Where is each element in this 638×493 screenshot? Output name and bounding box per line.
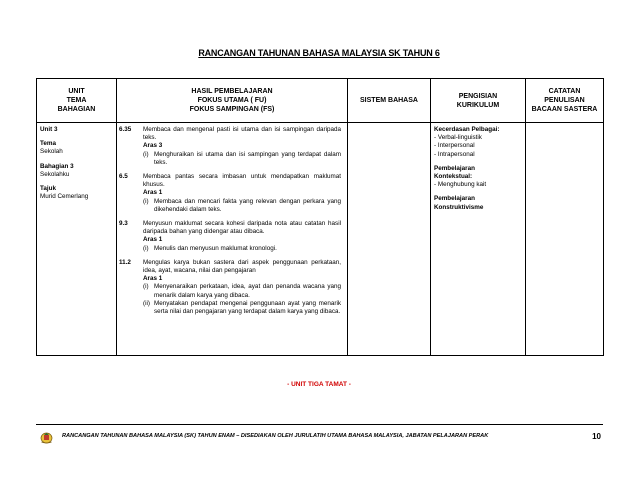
- unit-info-line: Tajuk: [40, 185, 56, 193]
- outcome-body: [143, 126, 347, 167]
- unit-info-line: Tema: [40, 140, 56, 148]
- subpoint-number: (i): [143, 197, 149, 205]
- header-hasil-pembelajaran: HASIL PEMBELAJARAN FOKUS UTAMA ( FU) FOKUS SAMPINGAN (FS): [117, 79, 348, 123]
- header-sistem-bahasa: SISTEM BAHASA: [348, 79, 431, 123]
- unit-end-note: - UNIT TIGA TAMAT -: [287, 381, 351, 388]
- unit-info-line: Murid Cemerlang: [40, 193, 89, 201]
- outcome-subpoint: [143, 283, 341, 299]
- header-unit: UNIT TEMA BAHAGIAN: [37, 79, 117, 123]
- pengisian-info-line: Kecerdasan Pelbagai:: [434, 126, 500, 133]
- pengisian-info-line: - Menghubung kait: [434, 181, 487, 189]
- outcome-subpoint: [143, 300, 341, 316]
- subpoint-text: Membaca dan mencari fakta yang relevan dengan perkara yang dikehendaki dalam teks.: [154, 197, 341, 213]
- subpoint-number: (i): [143, 283, 149, 291]
- pengisian-info-line: Pembelajaran: [434, 164, 475, 172]
- outcome-text: Membaca pantas secara imbasan untuk mendapatkan maklumat khusus.: [143, 173, 341, 189]
- page-footer: [36, 431, 603, 445]
- subpoint-text: Menulis dan menyusun maklumat kronologi.: [154, 244, 277, 252]
- outcome-text: Mengulas karya bukan sastera dari aspek penggunaan perkataan, idea, ayat, wacana, nilai dan pengajaran: [143, 258, 341, 275]
- outcome-subpoint: [143, 151, 341, 167]
- outcome-level: Aras 1: [143, 189, 163, 197]
- unit-info-line: Bahagian 3: [40, 162, 74, 170]
- state-crest-icon: [40, 431, 53, 444]
- catatan-cell: [526, 123, 604, 356]
- outcome-body: [143, 259, 347, 316]
- subpoint-text: Menghuraikan isi utama dan isi sampingan yang terdapat dalam teks.: [154, 150, 341, 166]
- learning-outcome-block: [117, 259, 347, 316]
- pengisian-info-line: - Interpersonal: [434, 142, 475, 150]
- pengisian-info-line: Pembelajaran: [434, 195, 475, 203]
- outcome-level: Aras 1: [143, 275, 163, 283]
- page-number: 10: [592, 432, 601, 441]
- subpoint-number: (i): [143, 244, 149, 252]
- learning-outcome-block: [117, 173, 347, 214]
- outcome-level: Aras 3: [143, 142, 163, 150]
- unit-cell: [37, 123, 117, 356]
- pengisian-info-line: Kontekstual:: [434, 173, 473, 181]
- outcome-subpoint: [143, 198, 341, 214]
- hasil-pembelajaran-cell: [117, 123, 348, 356]
- unit-info-line: Sekolahku: [40, 170, 70, 178]
- subpoint-text: Menyatakan pendapat mengenai penggunaan ayat yang menarik serta nilai dan pengajaran yang terdapat dalam karya yang dibaca.: [154, 299, 341, 316]
- subpoint-text: Menyenaraikan perkataan, idea, ayat dan penanda wacana yang menarik dalam karya yang dibaca.: [154, 283, 341, 299]
- outcome-level: Aras 1: [143, 236, 163, 244]
- pengisian-info-line: - Intrapersonal: [434, 150, 475, 158]
- sistem-bahasa-cell: [348, 123, 431, 356]
- unit-info-line: Unit 3: [40, 126, 58, 133]
- outcome-code: 11.2: [119, 258, 131, 266]
- learning-outcome-block: [117, 126, 347, 167]
- subpoint-number: (i): [143, 150, 149, 158]
- outcome-code: 6.5: [119, 173, 128, 181]
- document-title: RANCANGAN TAHUNAN BAHASA MALAYSIA SK TAHUN 6: [198, 48, 440, 58]
- pengisian-info-line: - Verbal-linguistik: [434, 134, 482, 142]
- header-pengisian-kurikulum: PENGISIAN KURIKULUM: [431, 79, 526, 123]
- learning-outcome-block: [117, 220, 347, 253]
- lesson-plan-table: [36, 78, 604, 356]
- outcome-text: Membaca dan mengenal pasti isi utama dan isi sampingan daripada teks.: [143, 126, 341, 142]
- pengisian-kurikulum-cell: [431, 123, 526, 356]
- pengisian-info-line: Konstruktivisme: [434, 203, 484, 211]
- subpoint-number: (ii): [143, 299, 150, 307]
- unit-info-line: Sekolah: [40, 148, 63, 156]
- outcome-body: [143, 220, 347, 253]
- outcome-body: [143, 173, 347, 214]
- outcome-text: Menyusun maklumat secara kohesi daripada nota atau catatan hasil daripada bahan yang didengar atau dibaca.: [143, 220, 341, 236]
- footer-text: RANCANGAN TAHUNAN BAHASA MALAYSIA (SK) TAHUN ENAM – DISEDIAKAN OLEH JURULATIH UTAMA BAHASA MALAYSIA, JABATAN PELAJARAN PERAK: [62, 433, 489, 439]
- outcome-code: 6.35: [119, 126, 132, 133]
- header-catatan: CATATAN PENULISAN BACAAN SASTERA: [526, 79, 604, 123]
- outcome-code: 9.3: [119, 220, 128, 228]
- outcome-subpoint: [143, 245, 341, 253]
- footer-divider: [36, 424, 603, 425]
